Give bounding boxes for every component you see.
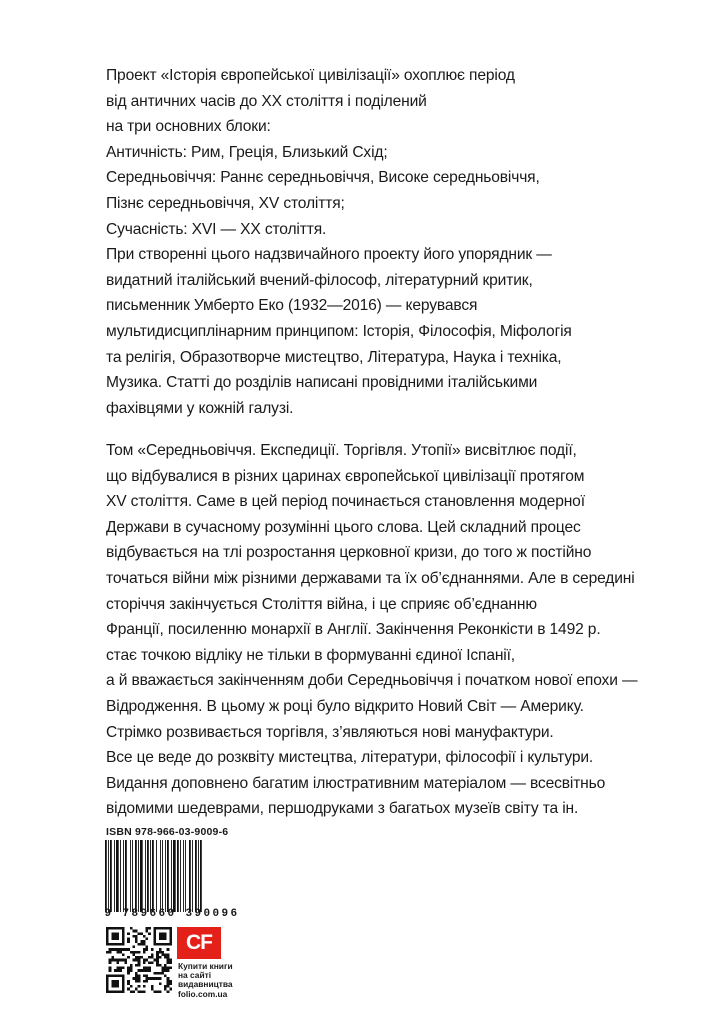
volume-text-line: відбувається на тлі розростання церковної кризи, до того ж постійно [106, 544, 592, 562]
intro-text-line: При створенні цього надзвичайного проекту його упорядник — [106, 246, 552, 264]
volume-text-line: точаться війни між різними державами та їх об’єднаннями. Але в середині [106, 569, 635, 587]
publisher-caption-line: folio.com.ua [178, 988, 228, 999]
publisher-caption-line: видавництва [178, 979, 233, 990]
isbn-label: ISBN 978-966-03-9009-6 [106, 826, 229, 838]
publisher-caption-line: Купити книги [178, 961, 233, 971]
volume-text-line: сторіччя закінчується Століття війна, і це сприяє об’єднанню [106, 595, 537, 613]
intro-text-line: на три основних блоки: [106, 118, 271, 136]
intro-text-line: Сучасність: XVI — XX століття. [106, 220, 327, 238]
publisher-caption-line: на сайті [178, 970, 212, 981]
volume-text-line: а й вважається закінченням доби Середньовіччя і початком нової епохи — [106, 672, 638, 690]
intro-text-line: Середньовіччя: Раннє середньовіччя, Високе середньовіччя, [106, 169, 540, 187]
volume-text-line: стає точкою відліку не тільки в формуванні єдиної Іспанії, [106, 646, 515, 664]
intro-text-line: письменник Умберто Еко (1932—2016) — керувався [106, 297, 478, 315]
volume-text-line: Все це веде до розквіту мистецтва, літератури, філософії і культури. [106, 749, 594, 767]
volume-text-line: Держави в сучасному розумінні цього слова. Цей складний процес [106, 518, 581, 536]
volume-description-paragraph [106, 438, 686, 822]
intro-text-line: та релігія, Образотворче мистецтво, Література, Наука і техніка, [106, 348, 562, 366]
intro-text-line: Музика. Статті до розділів написані провідними італійськими [106, 374, 538, 392]
intro-paragraph [106, 63, 686, 421]
intro-text-line: фахівцями у кожній галузі. [106, 399, 294, 417]
barcode-icon [104, 840, 239, 912]
volume-text-line: відомими шедеврами, першодруками з багатьох музеїв світу та ін. [106, 800, 579, 818]
intro-text-line: від античних часів до XX століття і поділений [106, 92, 427, 110]
publisher-caption [178, 962, 233, 999]
volume-text-line: Стрімко розвивається торгівля, з’являються нові мануфактури. [106, 723, 554, 741]
qr-code-icon[interactable] [106, 927, 172, 993]
intro-text-line: Проект «Історія європейської цивілізації» охоплює період [106, 67, 515, 84]
publisher-logo: CF [177, 927, 221, 959]
intro-text-line: Античність: Рим, Греція, Близький Схід; [106, 143, 388, 161]
intro-text-line: видатний італійський вчений-філософ, літературний критик, [106, 271, 533, 289]
volume-text-line: Том «Середньовіччя. Експедиції. Торгівля. Утопії» висвітлює події, [106, 442, 577, 459]
intro-text-line: мультидисциплінарним принципом: Історія, Філософія, Міфологія [106, 322, 572, 340]
intro-text-line: Пізнє середньовіччя, XV століття; [106, 194, 345, 212]
volume-text-line: Відродження. В цьому ж році було відкрито Новий Світ — Америку. [106, 697, 584, 715]
volume-text-line: Франції, посиленню монархії в Англії. Закінчення Реконкісти в 1492 р. [106, 621, 601, 639]
volume-text-line: що відбувалися в різних царинах європейської цивілізації протягом [106, 467, 585, 485]
volume-text-line: XV століття. Саме в цей період починається становлення модерної [106, 493, 585, 511]
volume-text-line: Видання доповнено багатим ілюстративним матеріалом — всесвітньо [106, 774, 606, 792]
barcode-digits: 9 789660 390096 [104, 908, 240, 920]
